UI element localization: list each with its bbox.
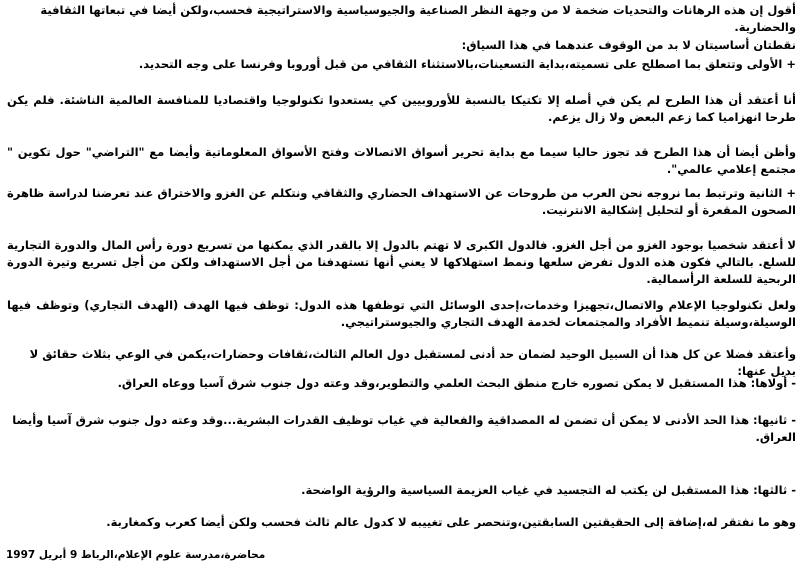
paragraph-consensus: وأظن أيضا أن هذا الطرح قد تجوز حاليا سيما مع بداية تحرير أسواق الاتصالات وفتح الأسواق المعلوماتية وأيضا مع "التراضي" حول تكوين " مجتمع إعلامي عالمي". bbox=[7, 145, 796, 176]
paragraph-intro: أقول إن هذه الرهانات والتحديات ضخمة لا من وجهة النظر الصناعية والجيوسياسية والاستراتيجية فحسب،ولكن أيضا في تبعاتها الثقافية والحضارية. bbox=[40, 3, 796, 34]
paragraph-two-points: نقطتان أساسيتان لا بد من الوقوف عندهما في هذا السياق: bbox=[461, 38, 796, 52]
list-item-second-truth: - ثانيها: هذا الحد الأدنى لا يمكن أن تضمن له المصداقية والفعالية في غياب توظيف القدرات البشرية...وقد وعته دول جنوب شرق آسيا وأيضا العراق. bbox=[12, 413, 796, 444]
paragraph-first-point: + الأولى وتتعلق بما اصطلح على تسميته،بداية التسعينات،بالاستثناء الثقافي من قبل أوروبا وفرنسا على وجه التحديد. bbox=[138, 57, 796, 71]
paragraph-tactic: أنا أعتقد أن هذا الطرح لم يكن في أصله إلا تكتيكا بالنسبة للأوروبيين كي يستعدوا تكنولوجيا واقتصاديا للمنافسة العالمية الناشئة. فلم يكن طرحا انهزاميا كما زعم البعض ولا زال يزعم. bbox=[7, 93, 796, 124]
paragraph-conclusion: وهو ما نفتقر له،إضافة إلى الحقيقتين السابقتين،وتنحصر على تغييبه لا كدول عالم ثالث فحسب ولكن أيضا كعرب وكمغاربة. bbox=[106, 515, 796, 529]
list-item-third-truth: - ثالثها: هذا المستقبل لن يكتب له التجسيد في غياب العزيمة السياسية والرؤية الواضحة. bbox=[301, 483, 796, 497]
paragraph-media-technology: ولعل تكنولوجيا الإعلام والاتصال،تجهيزا وخدمات،إحدى الوسائل التي توظفها هذه الدول: توظف فيها الهدف (الهدف التجاري) وتوظف فيها الوسيلة،وسيلة تنميط الأفراد والمجتمعات لخدمة الهدف التجاري والجيوستراتيجي. bbox=[7, 298, 796, 329]
paragraph-three-truths: وأعتقد فضلا عن كل هذا أن السبيل الوحيد لضمان حد أدنى لمستقبل دول العالم الثالث،ثقافات وحضارات،يكمن في الوعي بثلاث حقائق لا بديل عنها: bbox=[29, 347, 796, 378]
paragraph-second-point: + الثانية وترتبط بما نروجه نحن العرب من طروحات عن الاستهداف الحضاري والثقافي ونتكلم عن الغزو والاختراق عند تعرضنا لدراسة ظاهرة الصحون المقعرة أو لتحليل إشكالية الانترنيت. bbox=[7, 186, 796, 217]
paragraph-invasion: لا أعتقد شخصيا بوجود الغزو من أجل الغزو. فالدول الكبرى لا تهتم بالدول إلا بالقدر الذي يمكنها من تسريع دورة رأس المال والدورة التجارية للسلع. بالتالي فكون هذه الدول تفرض سلعها ونمط استهلاكها لا يعني أنها تستهدفنا من أجل الاستهداف ولكن من أجل تسريع وتيرة الدورة الربحية للسلعة الرأسمالية. bbox=[7, 238, 796, 286]
footer-note: محاضرة،مدرسة علوم الإعلام،الرباط 9 أبريل 1997 bbox=[6, 549, 266, 561]
list-item-first-truth: - أولاها: هذا المستقبل لا يمكن تصوره خارج منطق البحث العلمي والتطوير،وقد وعته دول جنوب شرق آسيا ووعاه العراق. bbox=[117, 376, 796, 390]
